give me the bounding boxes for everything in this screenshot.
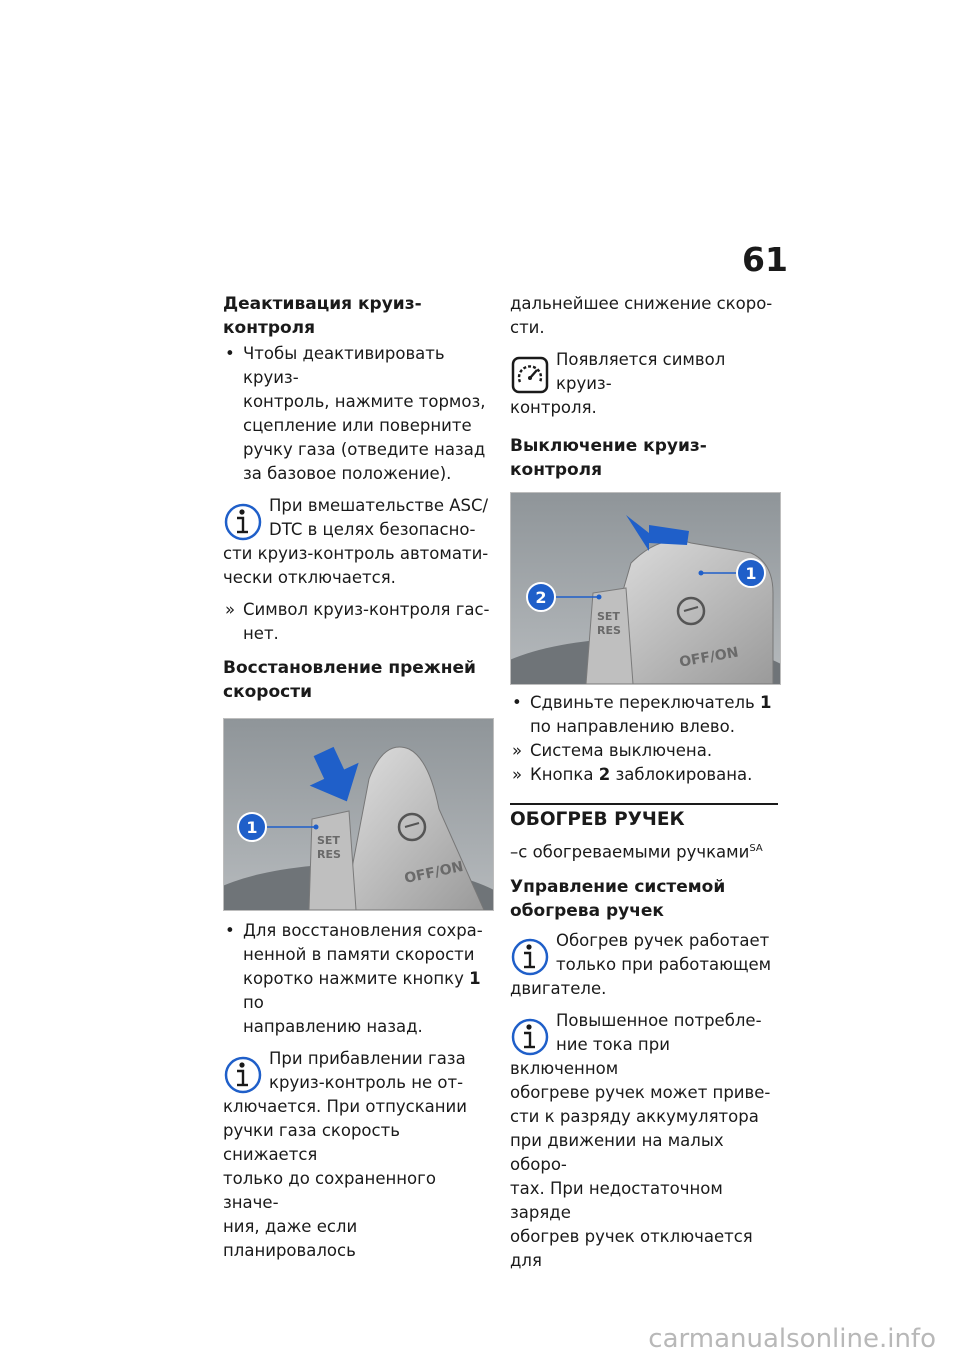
bullet-slide-switch (510, 691, 778, 739)
callout-label: 1 (246, 818, 258, 837)
bullet-dot-icon: • (225, 344, 235, 363)
watermark: carmanualsonline.info (648, 1324, 936, 1354)
section-title: ОБОГРЕВ РУЧЕК (510, 809, 685, 830)
heading-grip-heating-control (510, 875, 778, 923)
text-line: за базовое положение). (243, 464, 452, 483)
text-run: коротко нажмите кнопку (243, 969, 464, 988)
text-line: при движении на малых оборо- (510, 1130, 724, 1174)
text-line: Появляется символ круиз- (556, 350, 726, 393)
text-line: сти круиз-контроль автомати- (223, 544, 489, 563)
right-column (510, 292, 778, 1273)
heading-line: контроля (223, 318, 316, 338)
text-line: Система выключена. (530, 741, 713, 760)
text-line: дальнейшее снижение скоро- (510, 294, 773, 313)
info-icon (510, 933, 550, 977)
heading-restore-speed (223, 656, 491, 704)
text-line: чески отключается. (223, 568, 396, 587)
text-line: контроля. (510, 398, 597, 417)
bullet-dot-icon: • (225, 921, 235, 940)
set-label: SET (317, 834, 340, 847)
illustration-handlebar-switch (511, 493, 780, 684)
text-line: сцепление или поверните (243, 416, 472, 435)
text-line: двигателе. (510, 978, 607, 998)
text-run: по (243, 993, 264, 1012)
text-line: круиз-контроль не от- (269, 1073, 464, 1092)
text-line: При прибавлении газа (269, 1049, 466, 1068)
note-engine-running (510, 929, 778, 1001)
button-number: 1 (469, 969, 481, 988)
section-divider (510, 803, 778, 805)
figure-cruise-switch (510, 492, 781, 685)
result-arrow-icon: » (512, 741, 523, 760)
text-line: сти к разряду аккумулятора (510, 1106, 759, 1126)
note-asc-dtc (223, 494, 491, 590)
info-icon (223, 1051, 263, 1095)
text-line: ненной в памяти скорости (243, 945, 475, 964)
text-line: обогрев ручек отключается для (510, 1226, 753, 1270)
text-line: Повышенное потребле- (556, 1010, 762, 1030)
note-power-consumption (510, 1009, 778, 1273)
text-line: только до сохраненного значе- (223, 1169, 436, 1212)
section-subtitle: –с обогреваемыми ручками$^{SA}$ (510, 842, 763, 862)
heading-deactivation (223, 292, 491, 340)
heading-line: обогрева ручек (510, 900, 664, 921)
res-label: RES (317, 848, 341, 861)
cruise-control-symbol-icon (510, 352, 550, 396)
result-symbol-off (223, 598, 491, 646)
heading-line: скорости (223, 682, 312, 702)
bullet-dot-icon: • (512, 693, 522, 712)
text-line: нет. (243, 624, 279, 643)
set-label: SET (597, 610, 620, 623)
text-line: обогреве ручек может приве- (510, 1082, 771, 1102)
text-line: направлению назад. (243, 1017, 423, 1036)
result-arrow-icon: » (512, 765, 523, 784)
text-line: При вмешательстве ASC/ (269, 496, 489, 515)
bullet-deactivate (223, 342, 491, 486)
text-line: контроль, нажмите тормоз, (243, 392, 486, 411)
result-button-locked (510, 763, 778, 787)
text-line: ручки газа скорость снижается (223, 1121, 400, 1164)
heading-line: Выключение круиз- (510, 436, 707, 456)
info-icon (223, 498, 263, 542)
result-arrow-icon: » (225, 600, 236, 619)
page-number: 61 (742, 240, 788, 279)
text-line: по направлению влево. (530, 717, 735, 736)
text-run: Сдвиньте переключатель (530, 693, 761, 712)
text-line: ния, даже если планировалось (223, 1217, 358, 1260)
bullet-restore (223, 919, 491, 1039)
heading-line: Управление системой (510, 876, 726, 897)
button-number: 2 (598, 765, 611, 784)
text-line: тах. При недостаточном заряде (510, 1178, 723, 1222)
text-line: Обогрев ручек работает (556, 930, 770, 950)
off-on-label: OFF/ON (678, 644, 740, 671)
illustration-handlebar-switch (224, 719, 493, 910)
text-line: DTC в целях безопасно- (269, 520, 476, 539)
note-symbol-appears (510, 348, 778, 420)
text-run: Кнопка (530, 765, 599, 784)
info-icon (510, 1013, 550, 1057)
text-line: ключается. При отпускании (223, 1097, 468, 1116)
callout-label: 1 (745, 564, 757, 583)
text-run: заблокирована. (610, 765, 753, 784)
text-line: только при работающем (556, 954, 772, 974)
text-line (243, 967, 491, 1015)
text-line: Для восстановления сохра- (243, 921, 483, 940)
text-line: Символ круиз-контроля гас- (243, 600, 490, 619)
off-on-label: OFF/ON (402, 858, 465, 887)
callout-label: 2 (535, 588, 547, 607)
res-label: RES (597, 624, 621, 637)
text-line: ручку газа (отведите назад (243, 440, 486, 459)
switch-number: 1 (760, 693, 772, 712)
text-line: Чтобы деактивировать круиз- (243, 344, 445, 387)
text-run: с обогреваемыми ручками (518, 842, 750, 862)
heading-line: Деактивация круиз- (223, 294, 422, 314)
heading-switch-off (510, 434, 778, 482)
text-line (530, 763, 778, 787)
left-column (223, 292, 491, 1263)
heading-line: контроля (510, 460, 603, 480)
text-line: сти. (510, 318, 545, 337)
note-throttle (223, 1047, 491, 1263)
text-line: ние тока при включенном (510, 1034, 670, 1078)
heading-line: Восстановление прежней (223, 658, 476, 678)
text-line (530, 691, 778, 715)
figure-set-res-lever (223, 718, 494, 911)
paragraph-continued (510, 292, 778, 340)
result-system-off (510, 739, 778, 763)
option-badge: SA (749, 843, 763, 854)
